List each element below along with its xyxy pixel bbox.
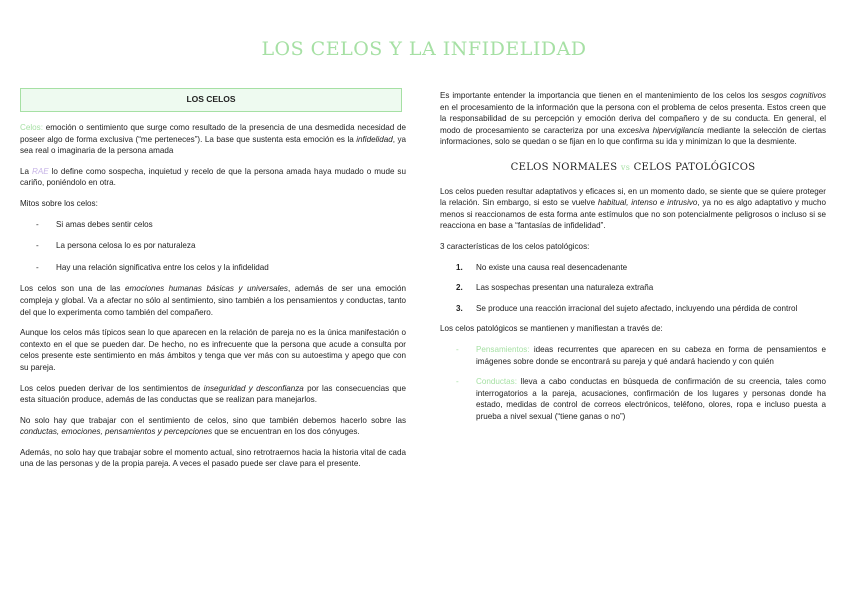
- list-item: - Pensamientos: ideas recurrentes que aparecen en su cabeza en forma de pensamientos e imágenes sobre donde se encontrará su pareja y qué andará haciendo y con quién: [456, 344, 826, 366]
- list-item: - Conductas: lleva a cabo conductas en búsqueda de confirmación de su creencia, tales como interrogatorios a la pareja, acusaciones, confirmación de los lugares y personas donde ha estado, medidas de control de correos electrónicos, teléfono, olores, ropa e incluso puesta a prueba a nivel sexual (“tiene ganas o no”): [456, 377, 826, 421]
- paragraph-emociones: Los celos son una de las emociones humanas básicas y universales, además de ser una emoción compleja y global. Va a afectar no sólo al sentimiento, sino también a los pensamientos y conductas, tanto del que lo experimenta como también del compañero.: [20, 284, 406, 317]
- rae-definition: La RAE lo define como sospecha, inquietud y recelo de que la persona amada haya mudado o mude su cariño, poniéndolo en otra.: [20, 166, 406, 188]
- list-item: 1. No existe una causa real desencadenante: [456, 262, 628, 272]
- mitos-list: [20, 219, 406, 274]
- paragraph-trabajo: No solo hay que trabajar con el sentimiento de celos, sino que también debemos hacerlo sobre las conductas, emociones, pensamientos y percepciones que se encuentran en los dos cónyuges.: [20, 415, 406, 437]
- paragraph-contexto: Aunque los celos más típicos sean lo que aparecen en la relación de pareja no es la única manifestación o contexto en el que se pueden dar. De hecho, no es infrecuente que la persona que acude a consulta por celos presente este sentimiento en más ámbitos y tenga que ver más con su autoestima y apego que con su pareja.: [20, 328, 406, 372]
- list-item: - Si amas debes sentir celos: [36, 219, 153, 229]
- mitos-title: Mitos sobre los celos:: [20, 198, 98, 208]
- manif-title: Los celos patológicos se mantienen y manifiestan a través de:: [440, 324, 663, 334]
- page-title: LOS CELOS Y LA INFIDELIDAD: [261, 38, 587, 60]
- list-item: - Hay una relación significativa entre los celos y la infidelidad: [36, 262, 269, 272]
- paragraph-adaptativos: Los celos pueden resultar adaptativos y eficaces si, en un momento dado, se siente que se quiere proteger la relación. Sin embargo, si esto se vuelve habitual, intenso e intrusivo, ya no es algo adaptativo y mucho menos si reaccionamos de esta forma ante estímulos que no son potencialmente peligrosos o incluso si se reacciona en base a “fantasías de infidelidad”.: [440, 186, 826, 231]
- right-column: [440, 90, 826, 431]
- celos-definition: Celos: emoción o sentimiento que surge como resultado de la presencia de una desmedida necesidad de poseer algo de forma exclusiva (“me perteneces”). La base que sustenta esta emoción es la infidelidad, ya sea real o imaginaria de la persona amada: [20, 123, 406, 156]
- caract-title: 3 características de los celos patológicos:: [440, 241, 590, 251]
- paragraph-sesgos: Es importante entender la importancia que tienen en el mantenimiento de los celos los sesgos cognitivos en el procesamiento de la información que la persona con el problema de celos presenta. Estos creen que la responsabilidad de su percepción y emoción deriva del compañero y de su conducta. En general, el modo de procesamiento se caracteriza por una excesiva hipervigilancia mediante la selección de ciertas informaciones, solo se quedan o se fijan en lo que confirma su ida y minimizan lo que la desmiente.: [440, 91, 826, 147]
- list-item: 3. Se produce una reacción irracional del sujeto afectado, incluyendo una pérdida de control: [456, 303, 798, 313]
- caract-list: [440, 262, 826, 315]
- term-celos: Celos:: [20, 123, 43, 132]
- section-heading: LOS CELOS: [186, 94, 236, 105]
- section-subtitle: CELOS NORMALES vs CELOS PATOLÓGICOS: [510, 161, 756, 173]
- manif-list: [440, 344, 826, 423]
- term-rae: RAE: [31, 166, 49, 176]
- list-item: 2. Las sospechas presentan una naturaleza extraña: [456, 283, 654, 293]
- paragraph-inseguridad: Los celos pueden derivar de los sentimientos de inseguridad y desconfianza por las consecuencias que esta situación produce, además de las conductas que se realizan para manejarlos.: [20, 383, 406, 405]
- paragraph-pasado: Además, no solo hay que trabajar sobre el momento actual, sino retrotraernos hacia la historia vital de cada una de las personas y de la propia pareja. A veces el pasado puede ser clave para el presente.: [20, 447, 407, 469]
- left-column: [20, 88, 406, 479]
- section-heading-box: [20, 88, 402, 112]
- list-item: - La persona celosa lo es por naturaleza: [36, 241, 196, 251]
